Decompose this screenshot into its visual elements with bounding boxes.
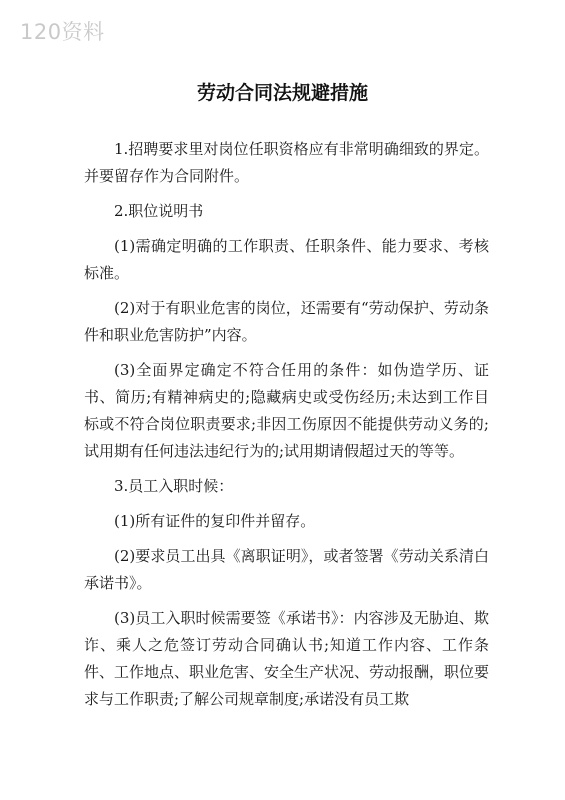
paragraph-5: (3)全面界定确定不符合任用的条件：如伪造学历、证书、简历;有精神病史的;隐藏病史或受伤经历;未达到工作目标或不符合岗位职责要求;非因工伤原因不能提供劳动义务的;试用期有任何违法违纪行为的;试用期请假超过天的等等。: [84, 361, 489, 460]
document-title: 劳动合同法规避措施: [196, 82, 368, 104]
paragraph-2: 2.职位说明书: [114, 202, 204, 220]
paragraph-1: 1.招聘要求里对岗位任职资格应有非常明确细致的界定。并要留存作为合同附件。: [84, 140, 489, 185]
paragraph-8: (2)要求员工出具《离职证明》，或者签署《劳动关系清白承诺书》。: [84, 547, 489, 592]
paragraph-3: (1)需确定明确的工作职责、任职条件、能力要求、考核标准。: [84, 237, 489, 282]
paragraph-4: (2)对于有职业危害的岗位，还需要有“劳动保护、劳动条件和职业危害防护”内容。: [84, 299, 489, 344]
paragraph-7: (1)所有证件的复印件并留存。: [114, 512, 316, 530]
document-body: [84, 136, 489, 721]
paragraph-9: (3)员工入职时候需要签《承诺书》：内容涉及无胁迫、欺诈、乘人之危签订劳动合同确认书;知道工作内容、工作条件、工作地点、职业危害、安全生产状况、劳动报酬，职位要求与工作职责;了解公司规章制度;承诺没有员工欺: [84, 609, 490, 708]
watermark-logo: 120资料: [20, 20, 105, 44]
paragraph-6: 3.员工入职时候：: [114, 477, 234, 495]
